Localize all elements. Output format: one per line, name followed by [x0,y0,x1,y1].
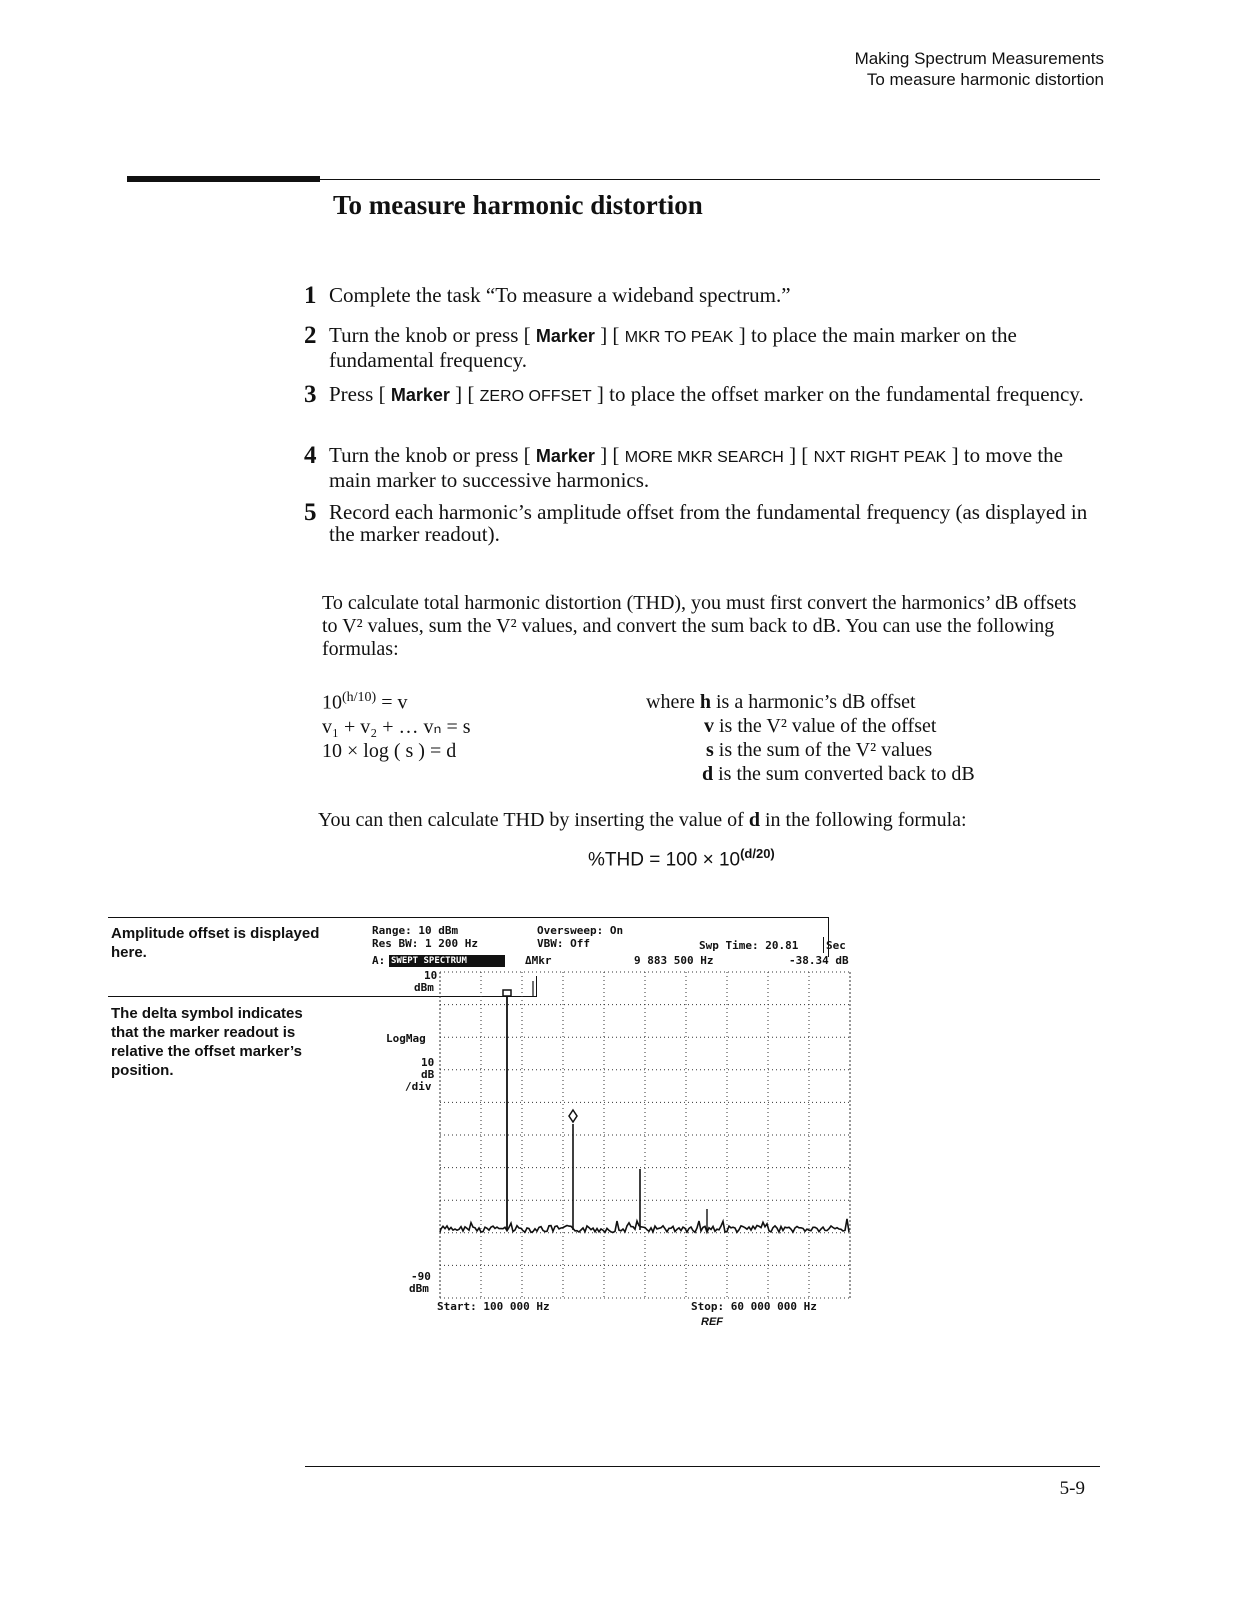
thd-lead-paragraph [318,809,967,832]
step-text [329,501,1099,545]
step-text-run: ] [ [449,382,480,406]
step-text-run: Turn the knob or press [ [329,323,536,347]
hardkey-label: Marker [535,326,595,346]
formula-1-rhs: = v [376,691,408,714]
step-text [329,324,1099,371]
header-section: To measure harmonic distortion [866,70,1104,89]
header-chapter: Making Spectrum Measurements [854,49,1104,68]
softkey-label: MKR TO PEAK [624,329,734,346]
legend-s-text: is the sum of the V² values [713,739,933,761]
formula-1-exponent: (h/10) [342,690,377,705]
formula-1-base: 10 [322,691,342,714]
screen-delta-marker: ΔMkr [525,954,552,967]
offset-marker [503,990,511,996]
hardkey-label: Marker [535,446,595,466]
step-text-run: ] to move the main marker to successive harmonics. [329,443,1063,492]
thd-formula-main: %THD = 100 × 10 [588,849,741,871]
para2-text-end: in the following formula: [759,809,967,831]
step-text-run: ] [ [594,443,625,467]
step-text-run: ] to place the offset marker on the fundamental frequency. [591,382,1084,406]
step-number: 3 [304,381,317,408]
step-text-run: ] [ [594,323,625,347]
main-marker [569,1110,577,1122]
spectrum-display [435,966,855,1300]
para2-text: You can then calculate THD by inserting the value of [318,809,749,831]
screen-trace-tag: SWEPT SPECTRUM [389,955,505,967]
thd-formula [588,846,775,871]
step-text-run: ] to place the main marker on the fundamental frequency. [329,323,1017,372]
legend-s: s [706,739,714,761]
formula-legend [646,690,975,786]
step-text [329,284,1099,306]
step-text-run: ] [ [783,443,814,467]
thd-intro-paragraph: To calculate total harmonic distortion (THD), you must first convert the harmonics’ dB offsets to V² values, sum the V² values, and convert the sum back to dB. You can use the following formulas: [322,592,1077,660]
formula-3: 10 × log ( s ) = d [322,739,457,762]
softkey-label: MORE MKR SEARCH [624,449,784,466]
screen-sec: Sec [826,939,846,952]
step-number: 2 [304,322,317,349]
step-number: 1 [304,282,317,309]
screen-readout-divider [823,937,824,953]
legend-d: d [702,763,714,785]
section-rule-thick [127,176,320,182]
screen-ref-unit: dBm [414,981,434,994]
legend-d-text: is the sum converted back to dB [713,763,975,785]
screen-scale-value: 10 [421,1056,435,1069]
para2-d: d [748,809,760,831]
screen-ref-value: 10 [424,969,438,982]
screen-marker-amp: -38.34 dB [789,954,849,967]
legend-v-text: is the V² value of the offset [714,715,937,737]
screen-logmag: LogMag [386,1032,426,1045]
step-text-run: Record each harmonic’s amplitude offset from the fundamental frequency (as displayed in the marker readout). [329,500,1088,546]
legend-h: h [699,691,711,713]
step-number: 5 [304,499,317,526]
section-rule-thin [320,179,1100,180]
screen-bottom-unit: dBm [409,1282,429,1295]
hardkey-label: Marker [390,385,450,405]
screen-resbw: Res BW: 1 200 Hz [372,937,478,950]
step-text [329,383,1099,408]
screen-scale-div: /div [405,1080,432,1093]
step-text-run: Press [ [329,382,391,406]
screen-sweep-time: Swp Time: 20.81 [699,939,799,952]
softkey-label: ZERO OFFSET [479,388,592,405]
screen-vbw: VBW: Off [537,937,590,950]
screen-trace-label: A: [372,954,386,967]
running-header [855,48,1104,90]
formula-block [322,686,471,763]
step-number: 4 [304,442,317,469]
note-amplitude-offset: Amplitude offset is displayed here. [111,925,320,961]
section-title: To measure harmonic distortion [333,190,703,220]
legend-h-text: is a harmonic’s dB offset [710,691,916,713]
legend-v: v [704,715,714,737]
screen-bottom-value: -90 [411,1270,431,1283]
screen-stop-freq: Stop: 60 000 000 Hz [691,1300,817,1313]
screen-marker-freq: 9 883 500 Hz [634,954,714,967]
thd-formula-exponent: (d/20) [740,846,775,861]
note-delta-symbol: The delta symbol indicates that the marker readout is relative the offset marker’s position. [111,1005,303,1079]
softkey-label: NXT RIGHT PEAK [813,449,947,466]
legend-where: where [646,691,700,713]
screen-scale-unit: dB [421,1068,435,1081]
figure-top-rule [108,917,828,918]
footer-rule [305,1466,1100,1467]
formula-2: v₁ + v₂ + … vₙ = s [322,715,471,738]
screen-oversweep: Oversweep: On [537,924,624,937]
screen-range: Range: 10 dBm [372,924,459,937]
step-text-run: Complete the task “To measure a wideband spectrum.” [329,283,791,307]
screen-ref-label: REF [701,1316,723,1328]
screen-start-freq: Start: 100 000 Hz [437,1300,550,1313]
spectrum-graticule [440,972,850,1298]
step-text [329,444,1099,491]
step-text-run: Turn the knob or press [ [329,443,536,467]
page-number: 5-9 [1059,1478,1085,1499]
